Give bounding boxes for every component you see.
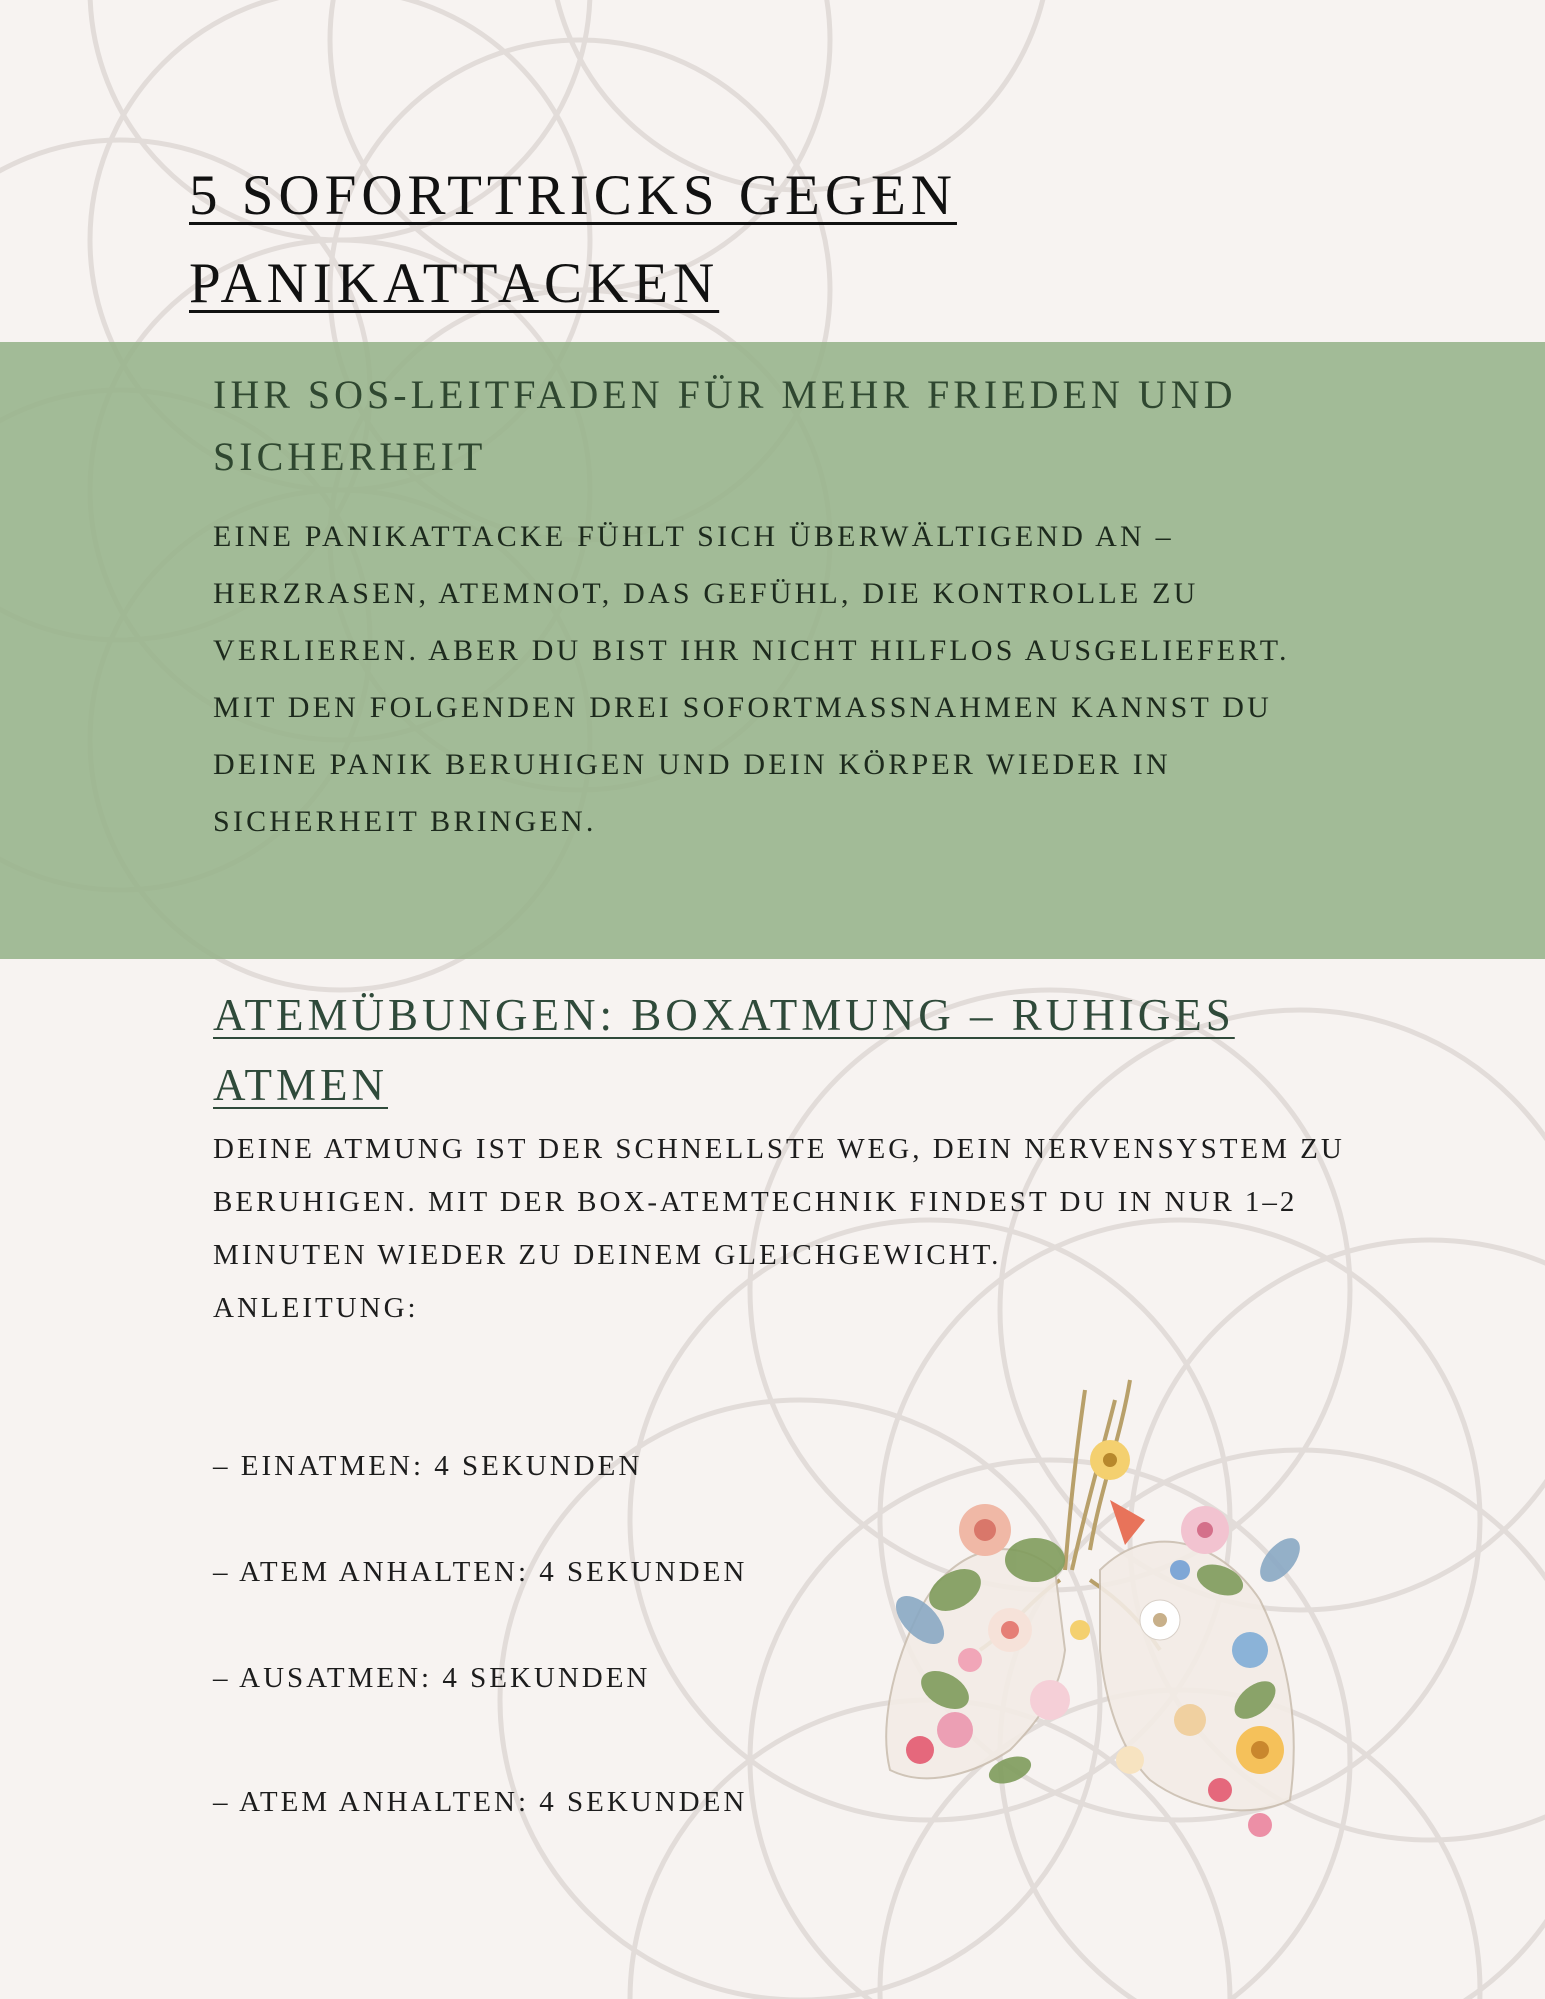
step-item-inhale: – EINATMEN: 4 SEKUNDEN <box>213 1450 643 1482</box>
section-body: DEINE ATMUNG IST DER SCHNELLSTE WEG, DEIN NERVENSYSTEM ZU BERUHIGEN. MIT DER BOX-ATEMTECHNIK FINDEST DU IN NUR 1–2 MINUTEN WIEDER ZU DEINEM GLEICHGEWICHT. <box>213 1133 1345 1271</box>
instruction-label: ANLEITUNG: <box>213 1292 419 1324</box>
step-item-hold-1: – ATEM ANHALTEN: 4 SEKUNDEN <box>213 1556 748 1588</box>
floral-lungs-illustration <box>860 1370 1320 1840</box>
intro-text: EINE PANIKATTACKE FÜHLT SICH ÜBERWÄLTIGEND AN – HERZRASEN, ATEMNOT, DAS GEFÜHL, DIE KONTROLLE ZU VERLIEREN. ABER DU BIST IHR NICHT HILFLOS AUSGELIEFERT. MIT DEN FOLGENDEN DREI SOFORTMASSNAHMEN KANNST DU DEINE PANIK BERUHIGEN UND DEIN KÖRPER WIEDER IN SICHERHEIT BRINGEN. <box>213 520 1290 838</box>
step-item-exhale: – AUSATMEN: 4 SEKUNDEN <box>213 1662 651 1694</box>
section-text <box>213 1123 1363 1335</box>
page-title: 5 SOFORTTRICKS GEGEN PANIKATTACKEN <box>189 164 957 315</box>
step-item-hold-2: – ATEM ANHALTEN: 4 SEKUNDEN <box>213 1786 748 1818</box>
section-heading: ATEMÜBUNGEN: BOXATMUNG – RUHIGES ATMEN <box>213 990 1235 1110</box>
intro-subtitle: IHR SOS-LEITFADEN FÜR MEHR FRIEDEN UND SICHERHEIT <box>213 372 1237 479</box>
